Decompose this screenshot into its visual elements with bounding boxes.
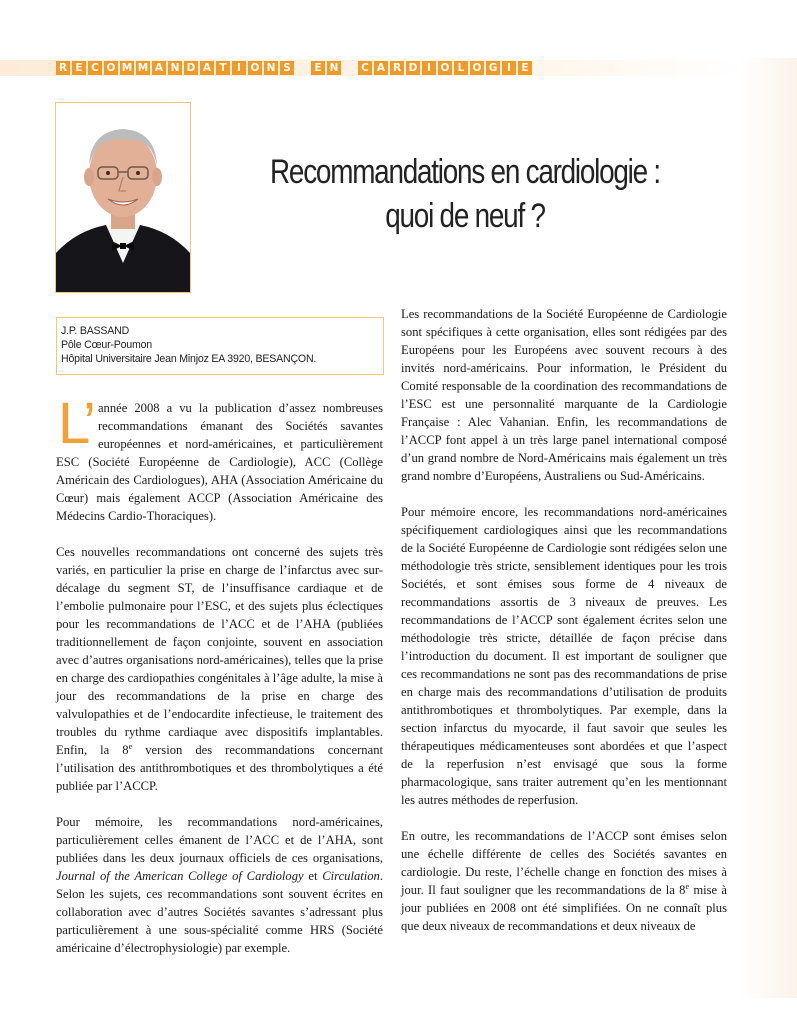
- paragraph-esc: Les recommandations de la Société Européenne de Cardiologie sont spécifiques à cette organisation, elles sont rédigées par des Européens pour les Européens avec souvent recours à des invités nord-américains. Pour information, le Président du Comité responsable de la coordination des recommandations de l’ESC est une personnalité marquante de la Cardiologie Française : Alec Vahanian. Enfin, les recommandations de l’ACCP font appel à un très large panel international composé d’un grand nombre de Nord-Américains mais également un très grand nombre d’Européens, Australiens ou Sud-Américains.: [401, 307, 727, 483]
- banner-letter: D: [184, 61, 198, 75]
- paragraph-topics-text-end: version des recommandations concernant l’utilisation des antithrombotiques et des thrombolytiques a été publiée par l’ACCP.: [56, 743, 383, 793]
- banner-letter: R: [390, 61, 404, 75]
- banner-letter: M: [121, 62, 133, 74]
- banner-letter: O: [104, 61, 118, 75]
- banner-letter: D: [406, 61, 420, 75]
- banner-letter: I: [232, 61, 246, 75]
- intro-paragraph: [56, 391, 383, 525]
- banner-letter: I: [502, 61, 516, 75]
- banner-letter: A: [152, 61, 166, 75]
- paragraph-accp-scale-text: En outre, les recommandations de l’ACCP sont émises selon une échelle différente de celles des Sociétés savantes en cardiologie. Du reste, l’échelle change en fonction des mises à jour. Il faut souligner que les recommandations de la 8: [401, 829, 727, 897]
- banner-letter: G: [486, 61, 500, 75]
- paragraph-methodology: Pour mémoire encore, les recommandations nord-américaines spécifiquement cardiologiques ainsi que les recommandations de la Société Européenne de Cardiologie sont rédigées selon une méthodologie très stricte, sensiblement identiques pour les trois Sociétés, et sont émises sous forme de 4 niveaux de recommandations assortis de 3 niveaux de preuves. Les recommandations de l’ACCP sont également écrites selon une méthodologie très stricte, détaillée de façon précise dans l’introduction du document. Il est important de souligner que ces recommandations ne sont pas des recommandations de prise en charge mais des recommandations d’utilisation de produits antithrombotiques et thrombolytiques. Par exemple, dans la section infarctus du myocarde, il faut savoir que seules les thérapeutiques médicamenteuses sont abordées et que l’aspect de la reperfusion n’est envisagé que sous la forme pharmacologique, sans traiter autrement qu’en les mentionnant les autres méthodes de reperfusion.: [401, 505, 727, 807]
- paragraph-journals-conj: et: [303, 869, 323, 883]
- drop-cap: L’: [58, 391, 92, 456]
- banner-letter: O: [438, 61, 452, 75]
- banner-letter: O: [470, 61, 484, 75]
- paragraph-accp-scale: [401, 827, 727, 935]
- paragraph-journals: [56, 813, 383, 957]
- banner-letter: E: [311, 61, 325, 75]
- paragraph-accp-scale-text-end: mise à jour publiées en 2008 ont été simplifiées. On ne connaît plus que deux niveaux de recommandations et deux niveaux de: [401, 883, 727, 933]
- banner-letter: I: [422, 61, 436, 75]
- banner-letter: M: [137, 62, 149, 74]
- left-column: [56, 391, 383, 975]
- banner-letter: E: [518, 61, 532, 75]
- journal-name-circulation: Circulation: [322, 869, 380, 883]
- superscript: e: [128, 741, 133, 751]
- banner-letter: R: [56, 61, 70, 75]
- author-name: J.P. BASSAND: [61, 325, 130, 337]
- banner-letter: L: [454, 61, 468, 75]
- banner-letter: S: [280, 61, 294, 75]
- banner-letter: O: [248, 61, 262, 75]
- banner-letter: N: [168, 61, 182, 75]
- paragraph-journals-text-end: . Selon les sujets, ces recommandations sont souvent écrites en collaboration avec d’autres Sociétés savantes s’adressant plus particulièrement à une sous-spécialité comme HRS (Société américaine d’électrophysiologie) par exemple.: [56, 869, 383, 955]
- article-title-line-2: quoi de neuf ?: [385, 197, 545, 235]
- journal-name-jacc: Journal of the American College of Cardiology: [56, 869, 304, 883]
- article-title-line-1: Recommandations en cardiologie :: [270, 153, 660, 191]
- banner-letter: A: [200, 61, 214, 75]
- paragraph-topics-text: Ces nouvelles recommandations ont concerné des sujets très variés, en particulier la prise en charge de l’infarctus avec sur-décalage du segment ST, de l’insuffisance cardiaque et de l’embolie pulmonaire pour l’ESC, et des sujets plus éclectiques pour les recommandations de l’ACC et de l’AHA (publiées traditionnellement de façon conjointe, souvent en association avec d’autres organisations nord-américaines), telles que la prise en charge des cardiopathies congénitales à l’âge adulte, la mise à jour des recommandations de la prise en charge des valvulopathies et de l’endocardite infectieuse, le traitement des troubles du rythme cardiaque avec dispositifs implantables. Enfin, la 8: [56, 545, 383, 757]
- banner-letter: C: [88, 61, 102, 75]
- section-banner-letters: [56, 60, 534, 76]
- author-affiliation-box: [56, 317, 384, 375]
- author-department: Pôle Cœur-Poumon: [61, 339, 153, 351]
- banner-letter: T: [216, 61, 230, 75]
- banner-letter: N: [264, 61, 278, 75]
- banner-letter: A: [374, 61, 388, 75]
- superscript: e: [685, 881, 690, 891]
- banner-letter: E: [72, 61, 86, 75]
- author-hospital: Hôpital Universitaire Jean Minjoz EA 3920, BESANÇON.: [61, 353, 317, 365]
- banner-letter: N: [327, 61, 341, 75]
- author-portrait-image: [56, 103, 190, 292]
- paragraph-journals-text: Pour mémoire, les recommandations nord-américaines, particulièrement celles émanent de l’ACC et de l’AHA, sont publiées dans les deux journaux officiels de ces organisations,: [56, 815, 383, 865]
- paragraph-topics: [56, 543, 383, 795]
- intro-paragraph-text: année 2008 a vu la publication d’assez nombreuses recommandations émanant des Sociétés savantes européennes et nord-américaines, et particulièrement ESC (Société Européenne de Cardiologie), ACC (Collège Américain des Cardiologues), AHA (Association Américaine du Cœur) mais également ACCP (Association Américaine des Médecins Cardio-Thoraciques).: [56, 401, 383, 523]
- author-photo: [55, 102, 191, 293]
- right-column: [401, 305, 727, 953]
- banner-letter: C: [358, 61, 372, 75]
- page-side-shading: [739, 58, 797, 998]
- article-title: [248, 150, 683, 238]
